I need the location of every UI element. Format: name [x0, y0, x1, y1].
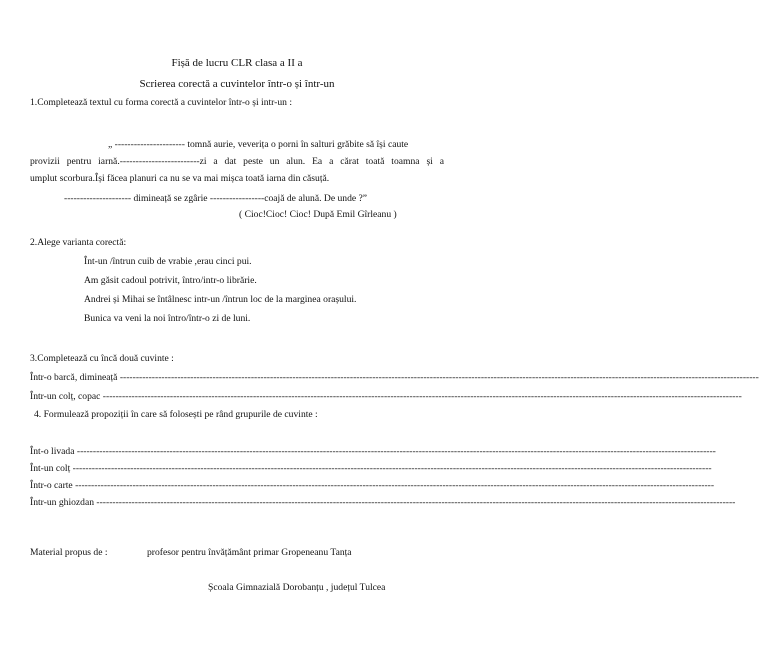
exercise-2-heading: 2.Alege varianta corectă:: [30, 237, 127, 248]
footer-label: Material propus de :: [30, 547, 108, 558]
answer-dashes: --------------------------------------------------------------------------------------------------------------------------------------------------------------------------------------------------------: [74, 446, 716, 457]
exercise-2-item: Înt-un /întrun cuib de vrabie ,erau cinci pui.: [84, 256, 252, 267]
exercise-2-item: Bunica va veni la noi întro/într-o zi de luni.: [84, 313, 251, 324]
answer-dashes: --------------------------------------------------------------------------------------------------------------------------------------------------------------------------------------------------------: [72, 480, 715, 491]
exercise-1-text-line: „ ---------------------- tomnă aurie, veverița o porni în salturi grăbite să își caute: [108, 139, 409, 150]
footer-school: Școala Gimnazială Dorobanțu , județul Tulcea: [208, 582, 386, 593]
worksheet-subtitle: Scrierea corectă a cuvintelor într-o și într-un: [139, 78, 335, 90]
exercise-3-answer-line: Într-o barcă, dimineață --------------------------------------------------------------------------------------------------------------------------------------------------------------------------------------------------------: [30, 372, 759, 383]
exercise-1-text-line: --------------------- dimineață se zgârie -----------------coajă de alună. De unde ?”: [64, 193, 368, 204]
exercise-4-heading: 4. Formulează propoziții în care să folosești pe rând grupurile de cuvinte :: [34, 409, 318, 420]
exercise-4-answer-line: Într-un ghiozdan --------------------------------------------------------------------------------------------------------------------------------------------------------------------------------------------------------: [30, 497, 736, 508]
exercise-4-answer-line: Într-o carte --------------------------------------------------------------------------------------------------------------------------------------------------------------------------------------------------------: [30, 480, 715, 491]
exercise-2-item: Andrei și Mihai se întâlnesc intr-un /întrun loc de la marginea orașului.: [84, 294, 357, 305]
exercise-2-item: Am găsit cadoul potrivit, întro/intr-o librărie.: [84, 275, 257, 286]
exercise-4-answer-line: Înt-un colț --------------------------------------------------------------------------------------------------------------------------------------------------------------------------------------------------------: [30, 463, 712, 474]
worksheet-title: Fișă de lucru CLR clasa a II a: [171, 57, 303, 69]
exercise-3-answer-line: Într-un colț, copac --------------------------------------------------------------------------------------------------------------------------------------------------------------------------------------------------------: [30, 391, 742, 402]
exercise-1-text-line: umplut scorbura.Își făcea planuri ca nu se va mai mișca toată iarna din căsuță.: [30, 173, 330, 184]
exercise-1-text-line: provizii pentru iarnă.-------------------------zi a dat peste un alun. Ea a cărat toată toamna și a: [30, 156, 444, 167]
answer-dashes: --------------------------------------------------------------------------------------------------------------------------------------------------------------------------------------------------------: [117, 372, 759, 383]
exercise-4-answer-line: Înt-o livada --------------------------------------------------------------------------------------------------------------------------------------------------------------------------------------------------------: [30, 446, 716, 457]
exercise-1-heading: 1.Completează textul cu forma corectă a cuvintelor într-o și intr-un :: [30, 97, 293, 108]
footer-author: profesor pentru învățământ primar Gropeneanu Tanța: [147, 547, 352, 558]
exercise-3-heading: 3.Completează cu încă două cuvinte :: [30, 353, 174, 364]
answer-dashes: --------------------------------------------------------------------------------------------------------------------------------------------------------------------------------------------------------: [94, 497, 736, 508]
answer-dashes: --------------------------------------------------------------------------------------------------------------------------------------------------------------------------------------------------------: [100, 391, 742, 402]
answer-dashes: --------------------------------------------------------------------------------------------------------------------------------------------------------------------------------------------------------: [70, 463, 712, 474]
exercise-1-attribution: ( Cioc!Cioc! Cioc! După Emil Gîrleanu ): [239, 209, 397, 220]
